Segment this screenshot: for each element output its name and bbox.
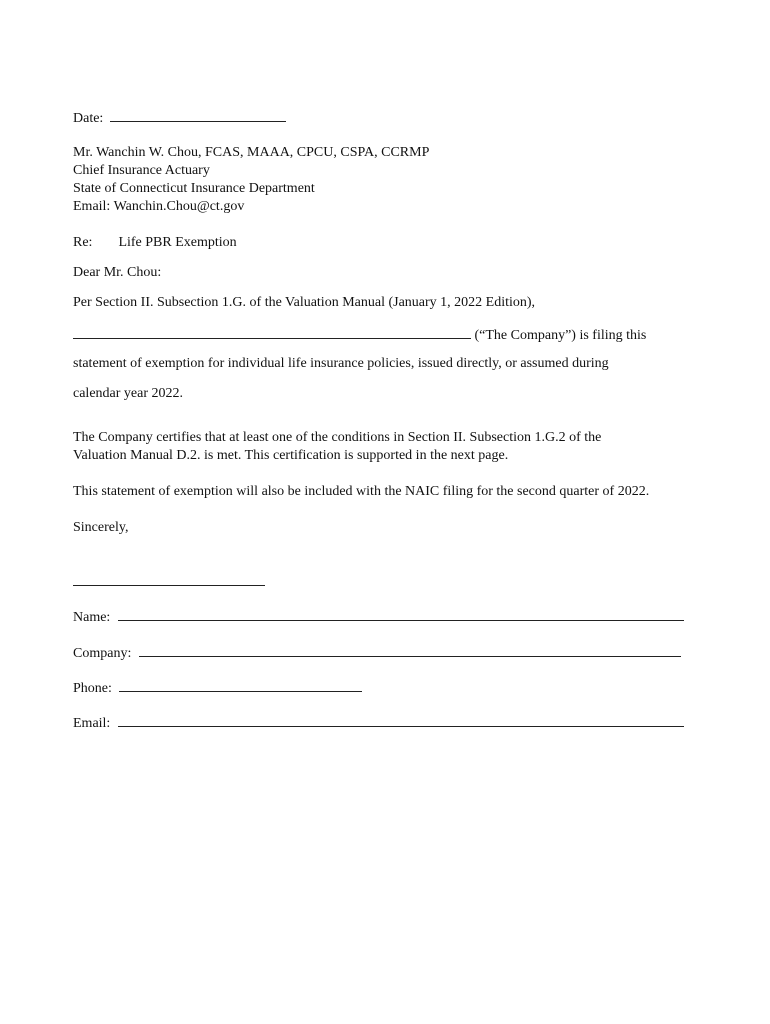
- body-p1-line1: Per Section II. Subsection 1.G. of the Valuation Manual (January 1, 2022 Edition),: [73, 295, 536, 310]
- salutation: Dear Mr. Chou:: [73, 265, 162, 280]
- signature-line: [73, 572, 265, 592]
- body-p2-line1: The Company certifies that at least one of the conditions in Section II. Subsection 1.G.2 of the: [73, 430, 602, 445]
- re-subject: Life PBR Exemption: [118, 235, 237, 250]
- body-p2-line2: Valuation Manual D.2. is met. This certification is supported in the next page.: [73, 448, 509, 463]
- re-line: [73, 234, 237, 252]
- name-label: Name:: [73, 610, 111, 625]
- re-label: Re:: [73, 235, 93, 250]
- phone-row: [73, 678, 362, 698]
- signature-field[interactable]: [73, 572, 265, 586]
- body-p1-line3: statement of exemption for individual life insurance policies, issued directly, or assumed during: [73, 356, 609, 371]
- closing: Sincerely,: [73, 520, 129, 535]
- company-designation: (“The Company”) is filing this: [474, 328, 647, 343]
- email-label: Email:: [73, 716, 111, 731]
- company-name-field[interactable]: [73, 325, 471, 339]
- recipient-email: Email: Wanchin.Chou@ct.gov: [73, 199, 245, 214]
- phone-field[interactable]: [119, 678, 362, 692]
- date-field[interactable]: [110, 108, 286, 122]
- company-field[interactable]: [139, 643, 681, 657]
- body-p1-line2: [73, 325, 646, 345]
- date-label: Date:: [73, 111, 104, 126]
- name-row: [73, 607, 684, 627]
- body-p1-line4: calendar year 2022.: [73, 386, 183, 401]
- name-field[interactable]: [118, 607, 684, 621]
- phone-label: Phone:: [73, 681, 112, 696]
- date-line: [73, 108, 286, 128]
- recipient-department: State of Connecticut Insurance Department: [73, 181, 315, 196]
- email-row: [73, 713, 684, 733]
- recipient-title: Chief Insurance Actuary: [73, 163, 210, 178]
- recipient-name: Mr. Wanchin W. Chou, FCAS, MAAA, CPCU, CSPA, CCRMP: [73, 145, 430, 160]
- company-label: Company:: [73, 646, 132, 661]
- email-field[interactable]: [118, 713, 684, 727]
- body-p3: This statement of exemption will also be included with the NAIC filing for the second quarter of 2022.: [73, 484, 650, 499]
- company-row: [73, 643, 681, 663]
